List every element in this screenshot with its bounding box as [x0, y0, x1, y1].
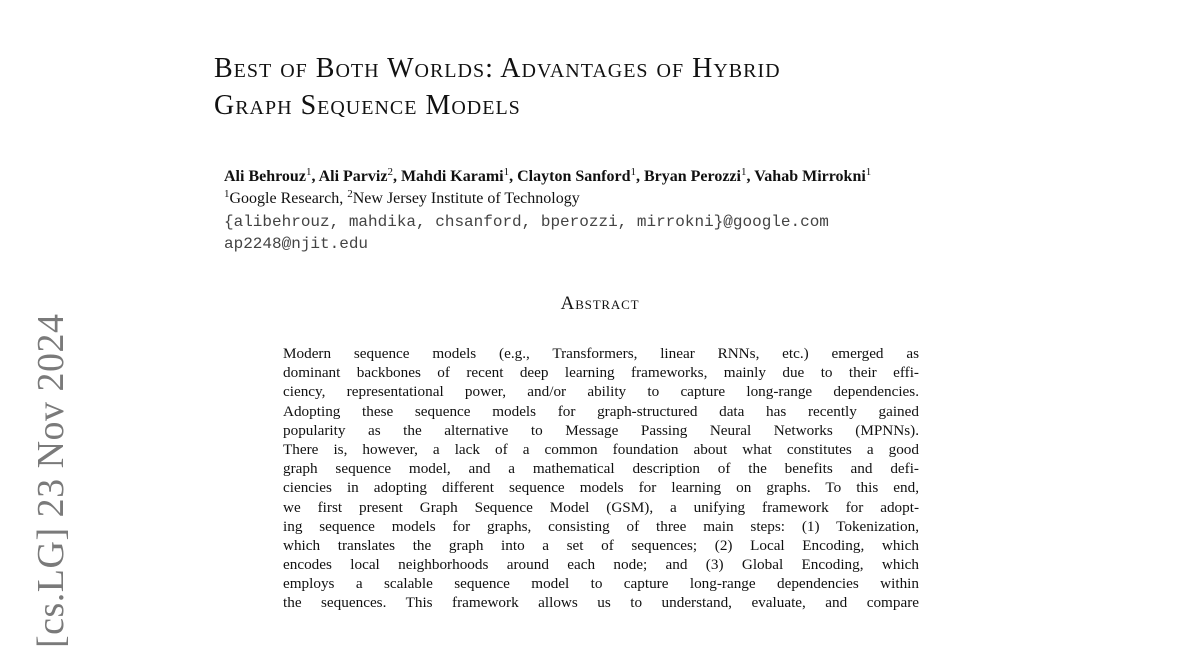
author-affiliation-marker: 1 — [740, 166, 747, 178]
author-list: Ali Behrouz$^1$, Ali Parviz$^2$, Mahdi Karami$^1$, Clayton Sanford$^1$, Bryan Perozzi$^1$, Vahab Mirrokni$^1$ — [224, 166, 872, 185]
affiliation-google: Google Research, — [229, 190, 348, 207]
abstract-line: employs a scalable sequence model to capture long-range dependencies within — [283, 575, 919, 593]
email-line-google[interactable]: {alibehrouz, mahdika, chsanford, bperozzi, mirrokni}@google.com — [224, 213, 829, 231]
abstract-line: which translates the graph into a set of sequences; (2) Local Encoding, which — [283, 536, 919, 554]
author-name: Bryan Perozzi — [643, 168, 741, 185]
email-line-njit[interactable]: ap2248@njit.edu — [224, 235, 369, 253]
author-name: Clayton Sanford — [517, 168, 631, 185]
author-affiliation-marker: 2 — [387, 166, 393, 178]
arxiv-stamp-text: [cs.LG] 23 Nov 2024 — [30, 313, 72, 648]
affiliation-marker-2: 2 — [347, 188, 353, 200]
author-affiliation-marker: 1 — [865, 166, 872, 178]
abstract-line: Modern sequence models (e.g., Transformers, linear RNNs, etc.) emerged as — [283, 345, 919, 362]
abstract-line: encodes local neighborhoods around each node; and (3) Global Encoding, which — [283, 556, 919, 574]
affiliations — [224, 188, 1124, 210]
author-affiliation-marker: 1 — [305, 166, 312, 178]
arxiv-side-stamp — [28, 298, 76, 648]
abstract-line: ing sequence models for graphs, consisting of three main steps: (1) Tokenization, — [283, 517, 919, 535]
author-name: Ali Behrouz — [224, 168, 306, 185]
author-name: Vahab Mirrokni — [754, 168, 866, 185]
abstract-body — [283, 344, 919, 644]
paper-title-line-1: Best of Both Worlds: Advantages of Hybrid — [214, 53, 781, 84]
abstract-line: ciencies in adopting different sequence models for learning on graphs. To this end, — [283, 479, 919, 497]
abstract-line: we first present Graph Sequence Model (GSM), a unifying framework for adopt- — [283, 498, 919, 516]
abstract-line: Adopting these sequence models for graph-structured data has recently gained — [283, 402, 919, 420]
author-affiliation-marker: 1 — [630, 166, 636, 178]
abstract-line: popularity as the alternative to Message Passing Neural Networks (MPNNs). — [283, 421, 919, 439]
paper-title-line-2: Graph Sequence Models — [214, 90, 521, 121]
author-name: Ali Parviz — [318, 168, 388, 185]
paper-title — [214, 50, 1114, 124]
abstract-line: There is, however, a lack of a common foundation about what constitutes a good — [283, 440, 919, 458]
abstract-line: ciency, representational power, and/or ability to capture long-range dependencies. — [283, 383, 919, 401]
abstract-line: the sequences. This framework allows us to understand, evaluate, and compare — [283, 594, 919, 612]
abstract-heading: Abstract — [560, 293, 640, 314]
affiliation-marker-1: 1 — [224, 188, 230, 200]
author-affiliation-marker: 1 — [503, 166, 510, 178]
affiliation-njit: New Jersey Institute of Technology — [352, 190, 580, 207]
author-name: Mahdi Karami — [400, 168, 504, 185]
abstract-line: dominant backbones of recent deep learning frameworks, mainly due to their effi- — [283, 364, 919, 382]
abstract-line: graph sequence model, and a mathematical description of the benefits and defi- — [283, 460, 919, 478]
